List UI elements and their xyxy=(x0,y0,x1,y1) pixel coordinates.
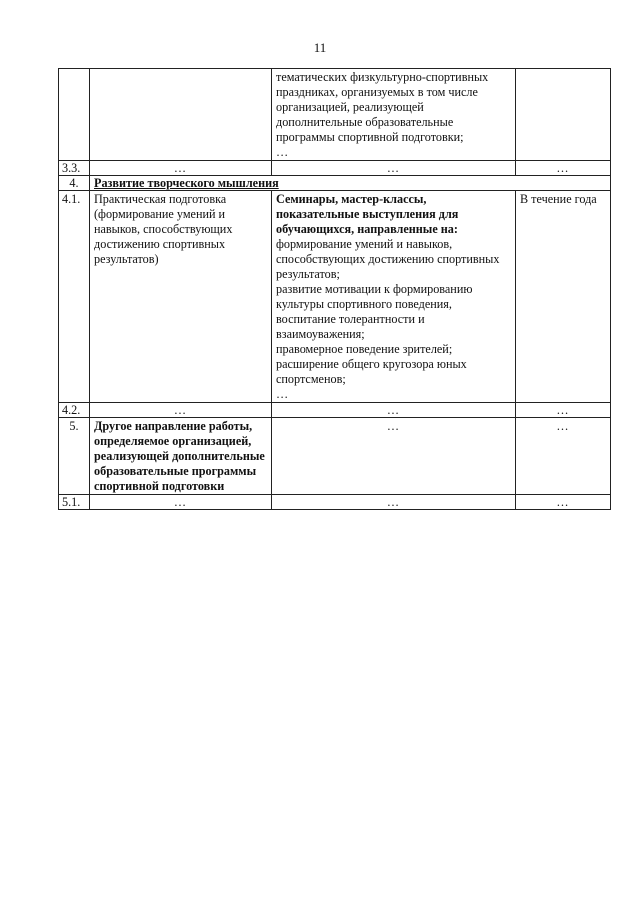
section-header-row xyxy=(59,418,611,495)
events-line: программы спортивной подготовки; xyxy=(276,130,464,144)
section-header-row xyxy=(59,176,611,191)
row-number: 4.1. xyxy=(59,191,90,403)
events-line: развитие мотивации к формированию культуры спортивного поведения, воспитание толерантности и взаимоуважения; xyxy=(276,282,473,341)
section-number: 4. xyxy=(59,176,90,191)
events-line: … xyxy=(276,145,289,159)
table-row xyxy=(59,495,611,510)
row-events-cell xyxy=(272,69,516,161)
row-deadline-cell: … xyxy=(516,403,611,418)
page-number: 11 xyxy=(313,40,327,55)
section-title: Развитие творческого мышления xyxy=(90,176,611,191)
row-content-cell xyxy=(90,69,272,161)
row-deadline-cell xyxy=(516,69,611,161)
events-line: формирование умений и навыков, способствующих достижению спортивных результатов; xyxy=(276,237,500,281)
row-events-cell: … xyxy=(272,495,516,510)
events-heading: Семинары, мастер-классы, показательные выступления для обучающихся, направленные на: xyxy=(276,192,459,236)
row-number: 4.2. xyxy=(59,403,90,418)
row-events-cell xyxy=(272,191,516,403)
table-row xyxy=(59,191,611,403)
row-content-cell: … xyxy=(90,403,272,418)
events-line: организацией, реализующей xyxy=(276,100,424,114)
row-deadline-cell: В течение года xyxy=(516,191,611,403)
row-content-cell: … xyxy=(90,161,272,176)
plan-table xyxy=(58,68,611,510)
events-line: правомерное поведение зрителей; xyxy=(276,342,453,356)
section-number: 5. xyxy=(59,418,90,495)
events-line: дополнительные образовательные xyxy=(276,115,454,129)
row-content-cell: … xyxy=(90,495,272,510)
events-line: тематических физкультурно-спортивных xyxy=(276,70,489,84)
table-row xyxy=(59,403,611,418)
row-deadline-cell: … xyxy=(516,495,611,510)
row-deadline-cell: … xyxy=(516,161,611,176)
row-number: 3.3. xyxy=(59,161,90,176)
table-row xyxy=(59,161,611,176)
row-deadline-cell: … xyxy=(516,418,611,495)
row-events-cell: … xyxy=(272,418,516,495)
events-line: … xyxy=(276,387,289,401)
table-row-continuation xyxy=(59,69,611,161)
events-line: расширение общего кругозора юных спортсменов; xyxy=(276,357,467,386)
row-events-cell: … xyxy=(272,403,516,418)
row-number: 5.1. xyxy=(59,495,90,510)
row-number xyxy=(59,69,90,161)
section-title: Другое направление работы, определяемое организацией, реализующей дополнительные образовательные программы спортивной подготовки xyxy=(90,418,272,495)
row-content-cell: Практическая подготовка (формирование умений и навыков, способствующих достижению спортивных результатов) xyxy=(90,191,272,403)
row-events-cell: … xyxy=(272,161,516,176)
events-line: праздниках, организуемых в том числе xyxy=(276,85,478,99)
